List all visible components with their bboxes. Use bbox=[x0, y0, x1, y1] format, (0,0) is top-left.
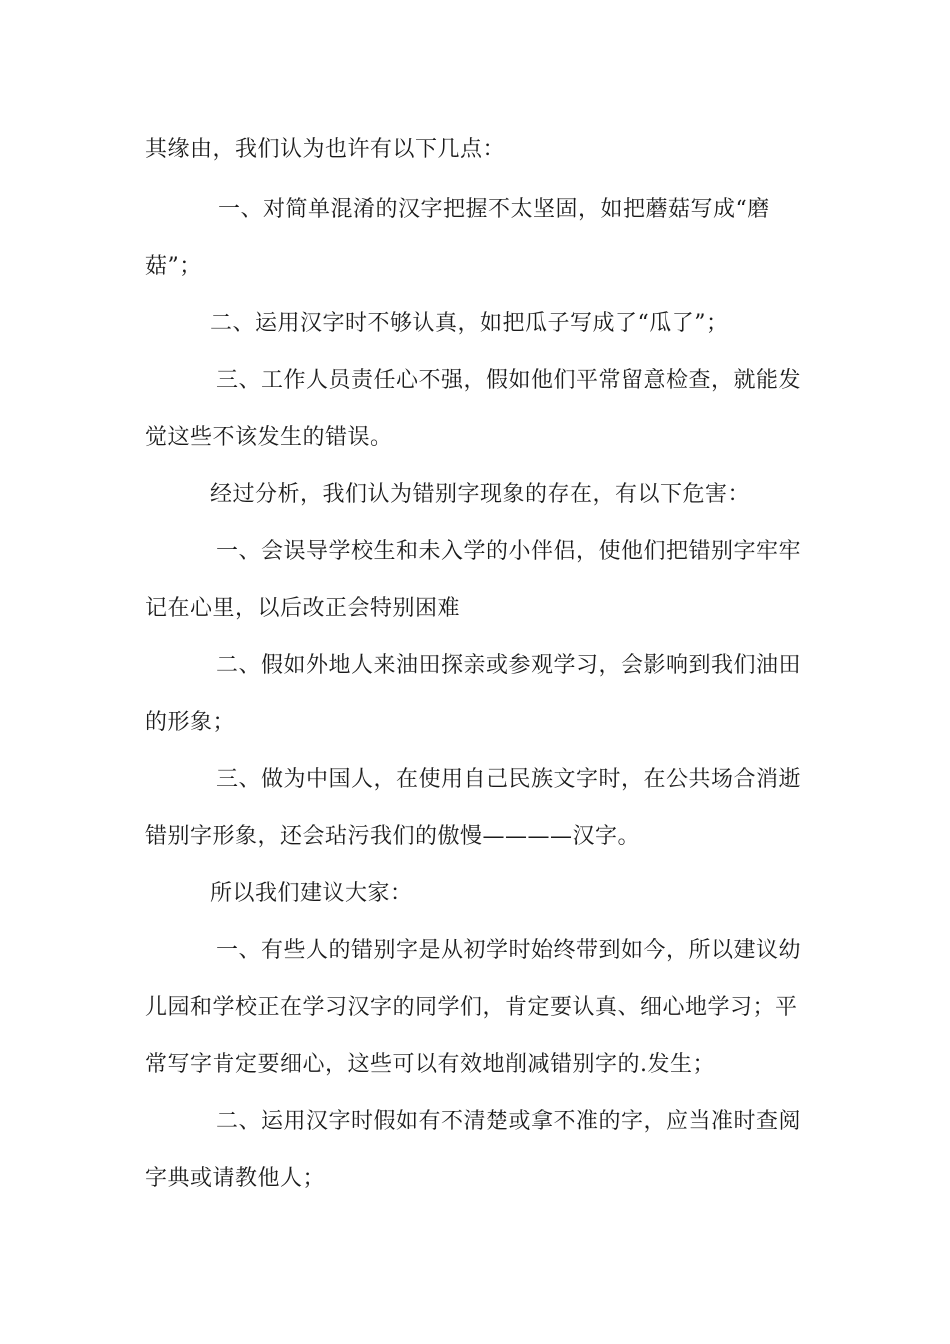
text-line: 的形象； bbox=[145, 710, 236, 735]
text-line: 常写字肯定要细心，这些可以有效地削减错别字的.发生； bbox=[145, 1052, 715, 1077]
text-line: 二、假如外地人来油田探亲或参观学习，会影响到我们油田 bbox=[216, 653, 802, 678]
text-line: 一、对简单混淆的汉字把握不太坚固，如把蘑菇写成“磨 bbox=[218, 197, 770, 222]
text-line: 所以我们建议大家： bbox=[210, 881, 413, 906]
text-line: 三、工作人员责任心不强，假如他们平常留意检查，就能发 bbox=[216, 368, 802, 393]
text-line: 其缘由，我们认为也许有以下几点： bbox=[145, 137, 506, 162]
text-line: 三、做为中国人，在使用自己民族文字时，在公共场合消逝 bbox=[216, 767, 802, 792]
text-line: 一、会误导学校生和未入学的小伴侣，使他们把错别字牢牢 bbox=[216, 539, 802, 564]
text-line: 菇”； bbox=[145, 254, 202, 279]
text-line: 二、运用汉字时假如有不清楚或拿不准的字，应当准时查阅 bbox=[216, 1109, 802, 1134]
text-line: 儿园和学校正在学习汉字的同学们，肯定要认真、细心地学习；平 bbox=[145, 995, 798, 1020]
text-line: 错别字形象，还会玷污我们的傲慢————汉字。 bbox=[145, 824, 641, 849]
text-line: 经过分析，我们认为错别字现象的存在，有以下危害： bbox=[210, 482, 751, 507]
text-line: 字典或请教他人； bbox=[145, 1166, 326, 1191]
text-line: 二、运用汉字时不够认真，如把瓜子写成了“瓜了”； bbox=[210, 311, 729, 336]
text-line: 记在心里，以后改正会特别困难 bbox=[145, 596, 461, 621]
text-line: 一、有些人的错别字是从初学时始终带到如今，所以建议幼 bbox=[216, 938, 802, 963]
text-line: 觉这些不该发生的错误。 bbox=[145, 425, 393, 450]
